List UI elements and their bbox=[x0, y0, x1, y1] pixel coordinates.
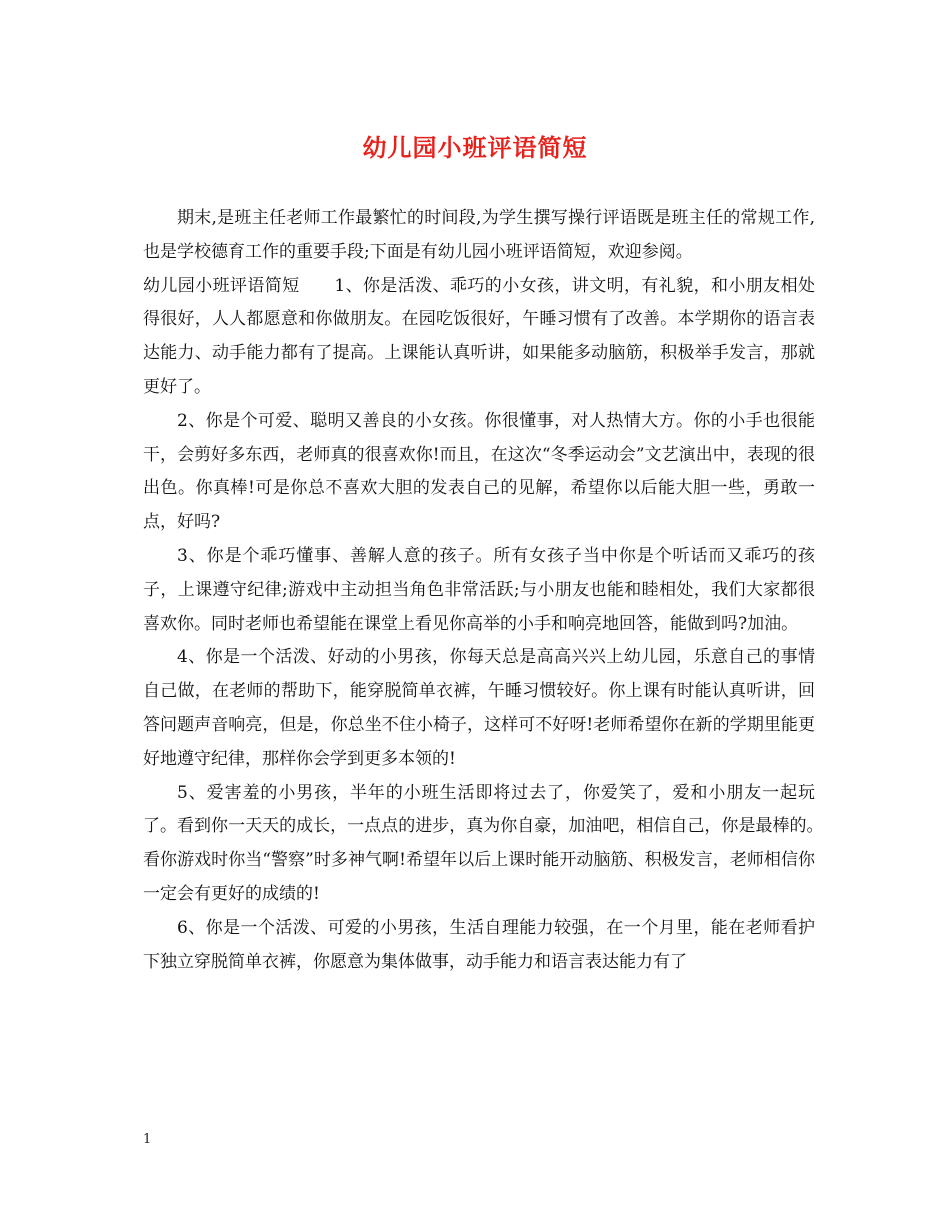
comment-paragraph-2: 2、你是个可爱、聪明又善良的小女孩。你很懂事，对人热情大方。你的小手也很能干，会剪好多东西，老师真的很喜欢你!而且，在这次“冬季运动会”文艺演出中，表现的很出色。你真棒!可是你总不喜欢大胆的发表自己的见解，希望你以后能大胆一些，勇敢一点，好吗? bbox=[143, 410, 815, 533]
comment-paragraph-3: 3、你是个乖巧懂事、善解人意的孩子。所有女孩子当中你是个听话而又乖巧的孩子，上课遵守纪律;游戏中主动担当角色非常活跃;与小朋友也能和睦相处，我们大家都很喜欢你。同时老师也希望能在课堂上看见你高举的小手和响亮地回答，能做到吗?加油。 bbox=[143, 545, 815, 634]
comment-paragraph-6: 6、你是一个活泼、可爱的小男孩，生活自理能力较强，在一个月里，能在老师看护下独立穿脱简单衣裤，你愿意为集体做事，动手能力和语言表达能力有了 bbox=[143, 917, 815, 972]
comment-paragraph-5: 5、爱害羞的小男孩，半年的小班生活即将过去了，你爱笑了，爱和小朋友一起玩了。看到你一天天的成长，一点点的进步，真为你自豪，加油吧，相信自己，你是最棒的。 看你游戏时你当“警察”时多神气啊!希望年以后上课时能开动脑筋、积极发言，老师相信你一定会有更好的成绩的! bbox=[143, 782, 832, 904]
page-number: 1 bbox=[143, 1132, 152, 1147]
comment-paragraph-4: 4、你是一个活泼、好动的小男孩，你每天总是高高兴兴上幼儿园，乐意自己的事情自己做，在老师的帮助下，能穿脱简单衣裤，午睡习惯较好。你上课有时能认真听讲，回答问题声音响亮，但是，你总坐不住小椅子，这样可不好呀!老师希望你在新的学期里能更好地遵守纪律，那样你会学到更多本领的! bbox=[143, 647, 815, 769]
intro-paragraph: 期末,是班主任老师工作最繁忙的时间段,为学生撰写操行评语既是班主任的常规工作,也是学校德育工作的重要手段;下面是有幼儿园小班评语简短，欢迎参阅。 bbox=[143, 208, 815, 262]
comment-paragraph-1: 幼儿园小班评语简短 1、你是活泼、乖巧的小女孩，讲文明，有礼貌，和小朋友相处得很好，人人都愿意和你做朋友。在园吃饭很好，午睡习惯有了改善。本学期你的语言表达能力、动手能力都有了提高。上课能认真听讲，如果能多动脑筋，积极举手发言，那就更好了。 bbox=[143, 275, 815, 397]
document-title: 幼儿园小班评语简短 bbox=[362, 133, 588, 162]
document-body bbox=[143, 202, 832, 979]
